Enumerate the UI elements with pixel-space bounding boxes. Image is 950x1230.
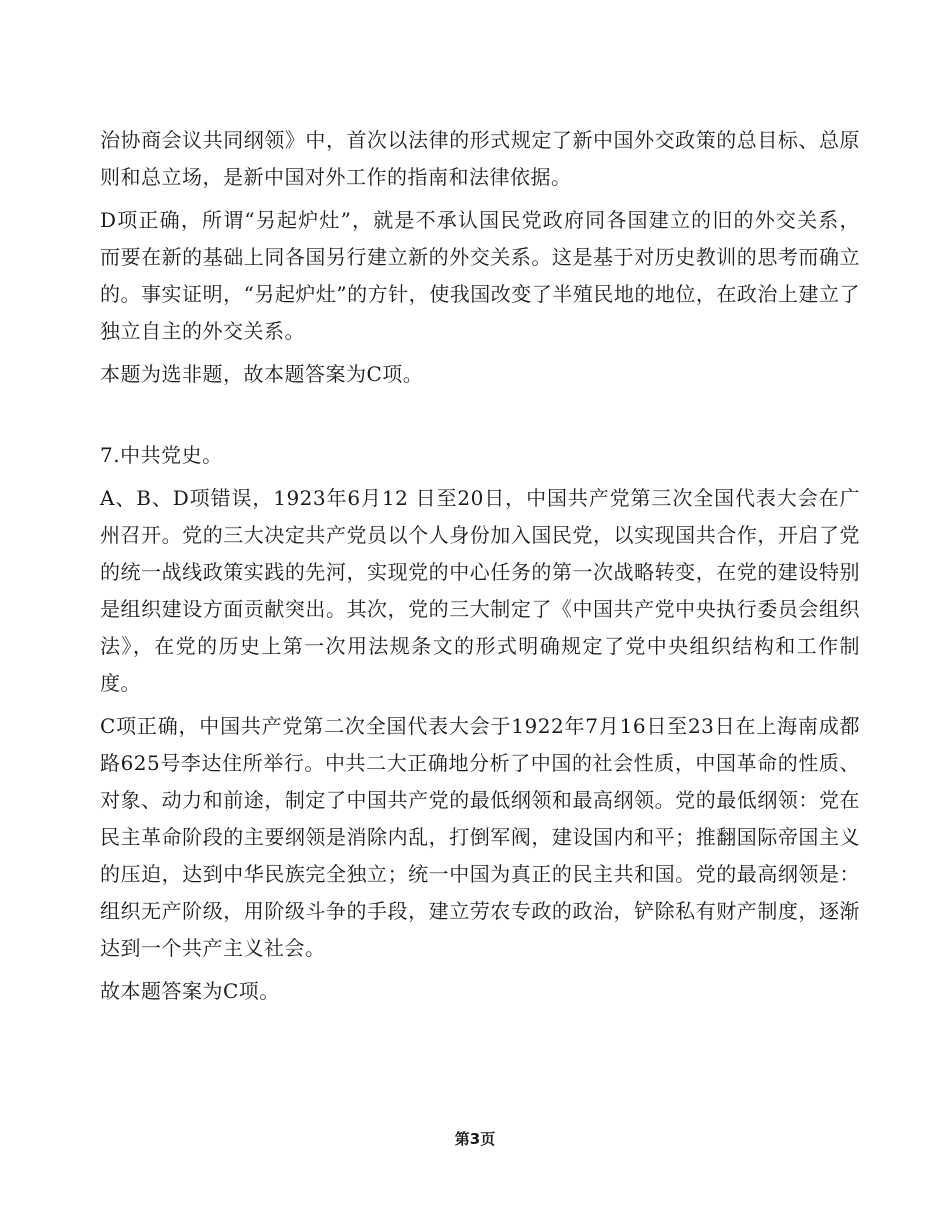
paragraph-continuation: 治协商会议共同纲领》中，首次以法律的形式规定了新中国外交政策的总目标、总原则和总立场，是新中国对外工作的指南和法律依据。 xyxy=(100,128,860,189)
paragraph-option-d: D项正确，所谓“另起炉灶”，就是不承认国民党政府同各国建立的旧的外交关系， 而要在新的基础上同各国另行建立新的外交关系。这是基于对历史教训的思考而确立的。事实证明，“另起炉灶”的方针，使我国改变了半殖民地的地位，在政治上建立了独立自主的外交关系。 xyxy=(100,208,860,343)
paragraph-options-abd: A、B、D项错误，1923年6月12 日至20日，中国共产党第三次全国代表大会在广州召开。党的三大决定共产党员以个人身份加入国民党，以实现国共合作，开启了党的统一战线政策实践的先河，实现党的中心任务的第一次战略转变，在党的建设特别是组织建设方面贡献突出。其次，党的三大制定了《中国共产党中央执行委员会组织法》，在党的历史上第一次用法规条文的形式明确规定了党中央组织结构和工作制度。 xyxy=(100,486,860,695)
paragraph-answer-6: 本题为选非题，故本题答案为C项。 xyxy=(100,362,424,386)
question-heading-7: 7.中共党史。 xyxy=(100,443,223,467)
paragraph-option-c: C项正确，中国共产党第二次全国代表大会于1922年7月16日至23日在上海南成都路625号李达住所举行。中共二大正确地分析了中国的社会性质，中国革命的性质、对象、动力和前途，制定了中国共产党的最低纲领和最高纲领。党的最低纲领：党在民主革命阶段的主要纲领是消除内乱，打倒军阀，建设国内和平；推翻国际帝国主义的压迫，达到中华民族完全独立；统一中国为真正的民主共和国。党的最高纲领是：组织无产阶级，用阶级斗争的手段，建立劳农专政的政治，铲除私有财产制度，逐渐达到一个共产主义社会。 xyxy=(100,714,860,960)
section-gap xyxy=(100,399,860,437)
page-content xyxy=(100,122,860,1016)
page-number: 第3页 xyxy=(454,1130,496,1148)
paragraph-answer-7: 故本题答案为C项。 xyxy=(100,979,280,1003)
